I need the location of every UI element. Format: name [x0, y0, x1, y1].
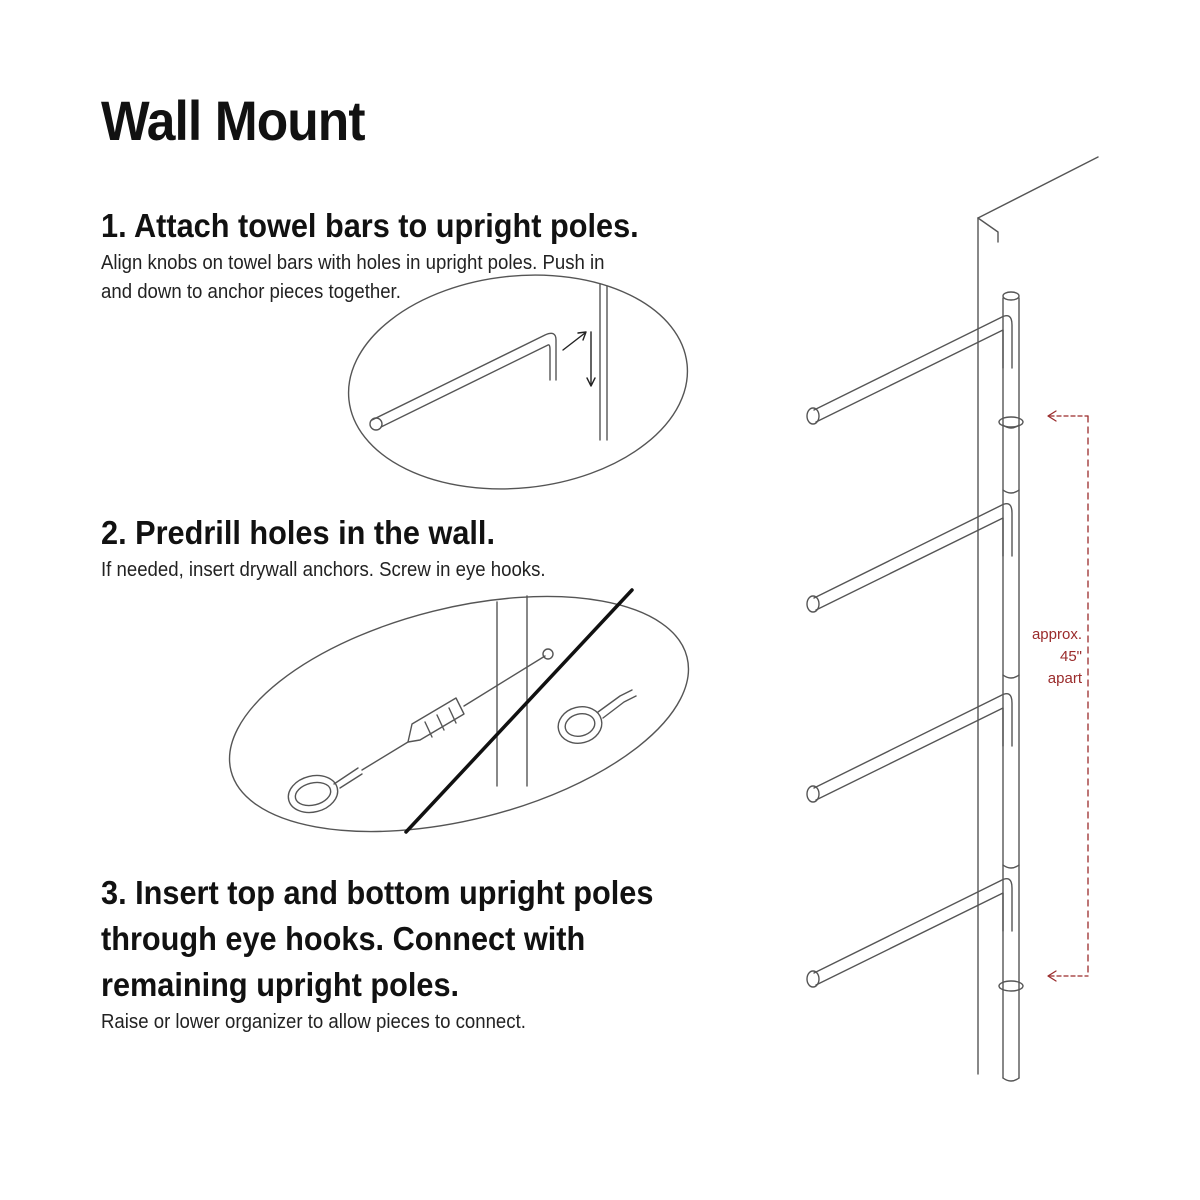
spacing-dimension-marker — [1048, 411, 1088, 981]
step-3-heading-line-1: 3. Insert top and bottom upright poles — [101, 874, 654, 911]
towel-bar-3 — [807, 694, 1012, 802]
towel-bar-4 — [807, 879, 1012, 987]
towel-bar-2 — [807, 504, 1012, 612]
spacing-annotation-line-2: 45" — [1059, 648, 1082, 665]
step-3-text-line-1: Raise or lower organizer to allow pieces to connect. — [101, 1011, 526, 1033]
assembled-organizer-illustration — [807, 157, 1098, 1081]
eye-hook-detail-illustration — [205, 554, 712, 873]
page-title: Wall Mount — [101, 89, 365, 152]
step-1-text-line-1: Align knobs on towel bars with holes in upright poles. Push in — [101, 252, 605, 274]
step-2-text-line-1: If needed, insert drywall anchors. Screw in eye hooks. — [101, 559, 546, 581]
step-2-heading: 2. Predrill holes in the wall. — [101, 514, 495, 551]
towel-bar-detail-illustration — [338, 259, 698, 505]
step-1-heading: 1. Attach towel bars to upright poles. — [101, 207, 639, 244]
towel-bar-1 — [807, 316, 1012, 424]
step-3-heading-line-2: through eye hooks. Connect with — [101, 920, 586, 957]
spacing-annotation — [1002, 624, 1082, 690]
spacing-annotation-line-3: apart — [1047, 670, 1082, 687]
spacing-annotation-line-1: approx. — [1031, 626, 1082, 643]
step-3-heading-line-3: remaining upright poles. — [101, 966, 460, 1003]
step-1-text-line-2: and down to anchor pieces together. — [101, 281, 401, 303]
